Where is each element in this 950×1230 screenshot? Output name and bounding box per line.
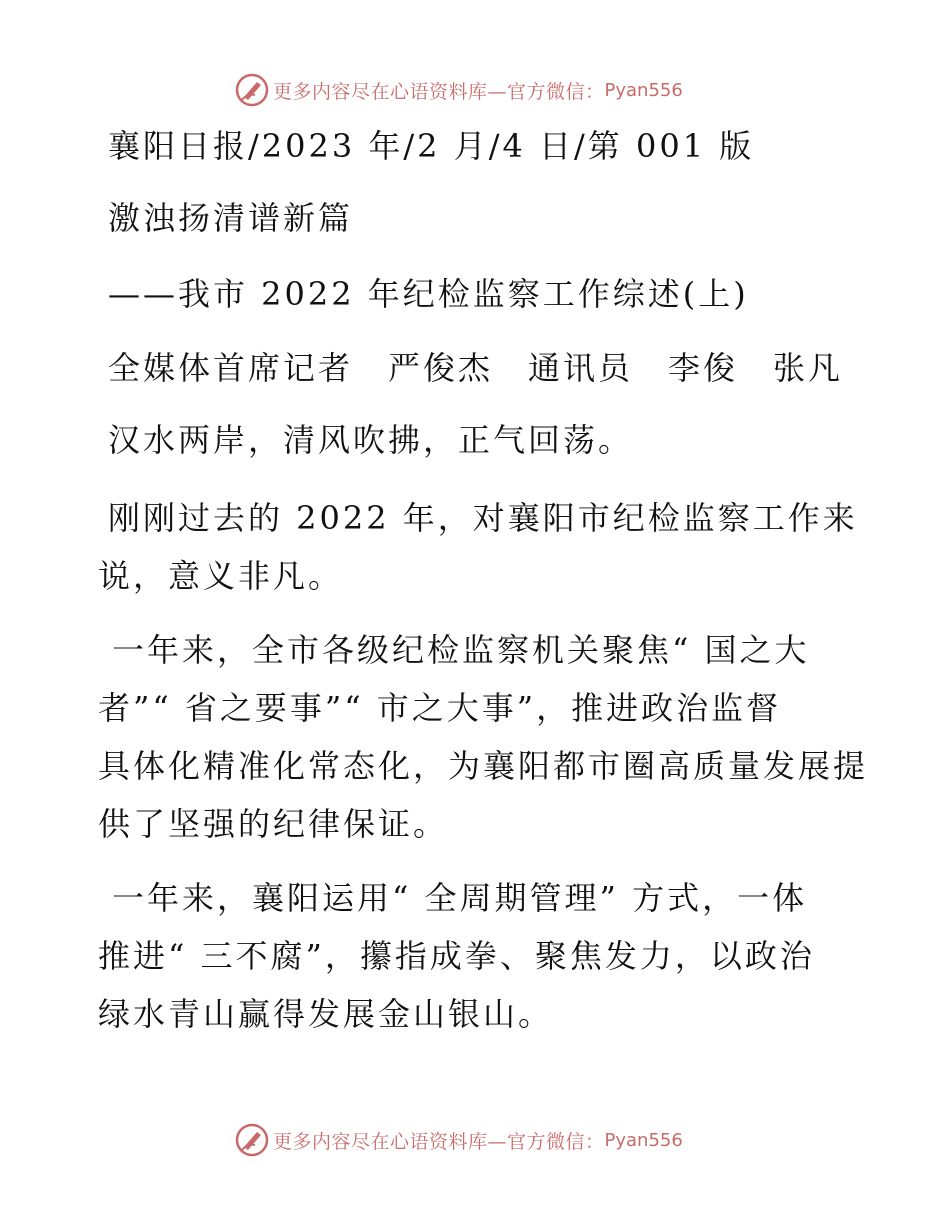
watermark-top bbox=[235, 72, 683, 108]
logo-icon bbox=[235, 1123, 269, 1157]
paragraph-4-line-2: 推进“ 三不腐”，攥指成拳、聚焦发力，以政治 bbox=[98, 937, 815, 975]
paragraph-2-line-1: 刚刚过去的 2022 年，对襄阳市纪检监察工作来 bbox=[108, 499, 858, 537]
paragraph-2-line-2: 说，意义非凡。 bbox=[98, 557, 344, 595]
source-line: 襄阳日报/2023 年/2 月/4 日/第 001 版 bbox=[108, 127, 755, 165]
watermark-text: 更多内容尽在心语资料库—官方微信： bbox=[273, 1130, 605, 1153]
paragraph-4 bbox=[98, 869, 858, 1043]
paragraph-3 bbox=[98, 621, 869, 853]
byline: 全媒体首席记者 严俊杰 通讯员 李俊 张凡 bbox=[108, 349, 844, 387]
watermark-text: 更多内容尽在心语资料库—官方微信： bbox=[273, 80, 605, 103]
paragraph-3-line-3: 具体化精准化常态化，为襄阳都市圈高质量发展提 bbox=[98, 747, 869, 785]
watermark-account: Pyan556 bbox=[604, 1129, 683, 1151]
paragraph-1: 汉水两岸，清风吹拂，正气回荡。 bbox=[108, 421, 634, 459]
paragraph-3-line-4: 供了坚强的纪律保证。 bbox=[98, 805, 449, 843]
watermark-account: Pyan556 bbox=[604, 79, 683, 101]
paragraph-4-line-3: 绿水青山赢得发展金山银山。 bbox=[98, 995, 554, 1033]
paragraph-4-line-1: 一年来，襄阳运用“ 全周期管理” 方式，一体 bbox=[112, 879, 808, 917]
watermark-bottom bbox=[235, 1122, 683, 1158]
paragraph-2 bbox=[98, 489, 858, 605]
article-subtitle: ——我市 2022 年纪检监察工作综述(上) bbox=[108, 275, 749, 313]
paragraph-3-line-2: 者”“ 省之要事”“ 市之大事”，推进政治监督 bbox=[98, 689, 782, 727]
paragraph-3-line-1: 一年来，全市各级纪检监察机关聚焦“ 国之大 bbox=[112, 631, 810, 669]
article-title: 激浊扬清谱新篇 bbox=[108, 199, 354, 237]
logo-icon bbox=[235, 73, 269, 107]
